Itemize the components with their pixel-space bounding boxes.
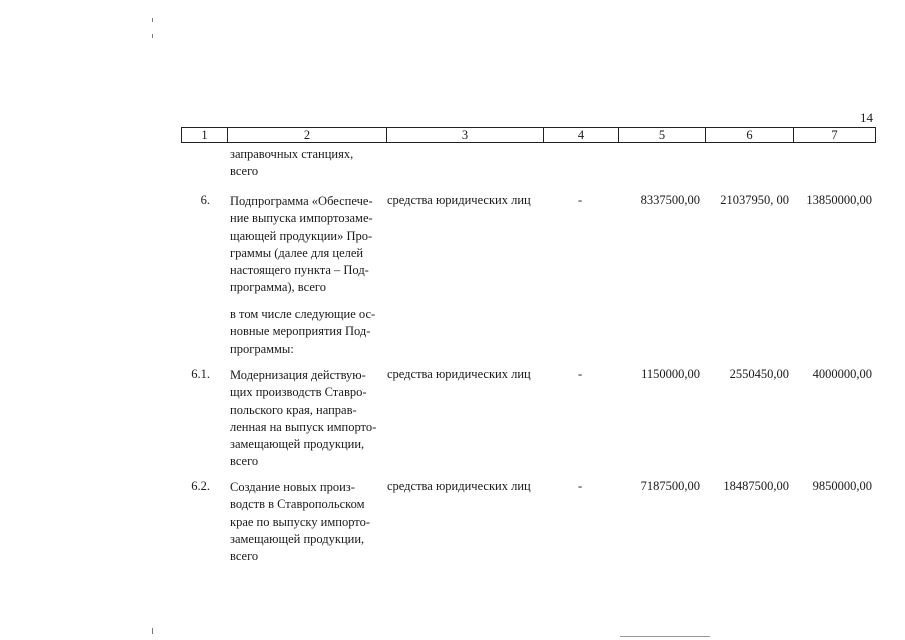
row-col4: - bbox=[578, 193, 583, 207]
row-col6: 21037950, 00 bbox=[720, 193, 789, 207]
continuation-text: заправочных станциях, всего bbox=[230, 147, 354, 179]
row-col7: 13850000,00 bbox=[806, 193, 872, 207]
row-name: Подпрограмма «Обеспече- ние выпуска импортозаме- щающей продукции» Про- граммы (далее для целей настоящего пункта – Под- программа), всего bbox=[230, 194, 373, 295]
header-col-6: 6 bbox=[706, 128, 794, 142]
row-col4: - bbox=[578, 367, 583, 381]
including-text: в том числе следующие ос- новные мероприятия Под- программы: bbox=[230, 307, 376, 356]
row-col5: 1150000,00 bbox=[641, 367, 700, 381]
row-name: Создание новых произ- водств в Ставропольском крае по выпуску импорто- замещающей продукции, всего bbox=[230, 480, 371, 564]
row-source: средства юридических лиц bbox=[387, 193, 531, 207]
header-col-7: 7 bbox=[831, 128, 838, 142]
header-col-1: 1 bbox=[182, 128, 228, 142]
row-name: Модернизация действую- щих производств Ставро- польского края, направ- ленная на выпуск импорто- замещающей продукции, всего bbox=[230, 368, 377, 469]
row-col7: 4000000,00 bbox=[812, 367, 872, 381]
row-number: 6.1. bbox=[191, 367, 210, 381]
row-number: 6.2. bbox=[191, 479, 210, 493]
row-source: средства юридических лиц bbox=[387, 367, 531, 381]
row-col6: 2550450,00 bbox=[729, 367, 789, 381]
page-number: 14 bbox=[860, 110, 873, 125]
table-header bbox=[181, 127, 876, 143]
row-col4: - bbox=[578, 479, 583, 493]
header-col-2: 2 bbox=[228, 128, 387, 142]
scan-speck bbox=[152, 18, 153, 22]
header-col-3: 3 bbox=[387, 128, 544, 142]
scan-speck bbox=[620, 636, 710, 637]
header-col-4: 4 bbox=[544, 128, 619, 142]
header-col-5: 5 bbox=[619, 128, 706, 142]
scan-speck bbox=[152, 34, 153, 38]
row-col7: 9850000,00 bbox=[812, 479, 872, 493]
scan-speck bbox=[152, 628, 153, 634]
row-col5: 8337500,00 bbox=[640, 193, 700, 207]
row-source: средства юридических лиц bbox=[387, 479, 531, 493]
row-col5: 7187500,00 bbox=[640, 479, 700, 493]
row-col6: 18487500,00 bbox=[723, 479, 789, 493]
row-number: 6. bbox=[200, 193, 210, 207]
